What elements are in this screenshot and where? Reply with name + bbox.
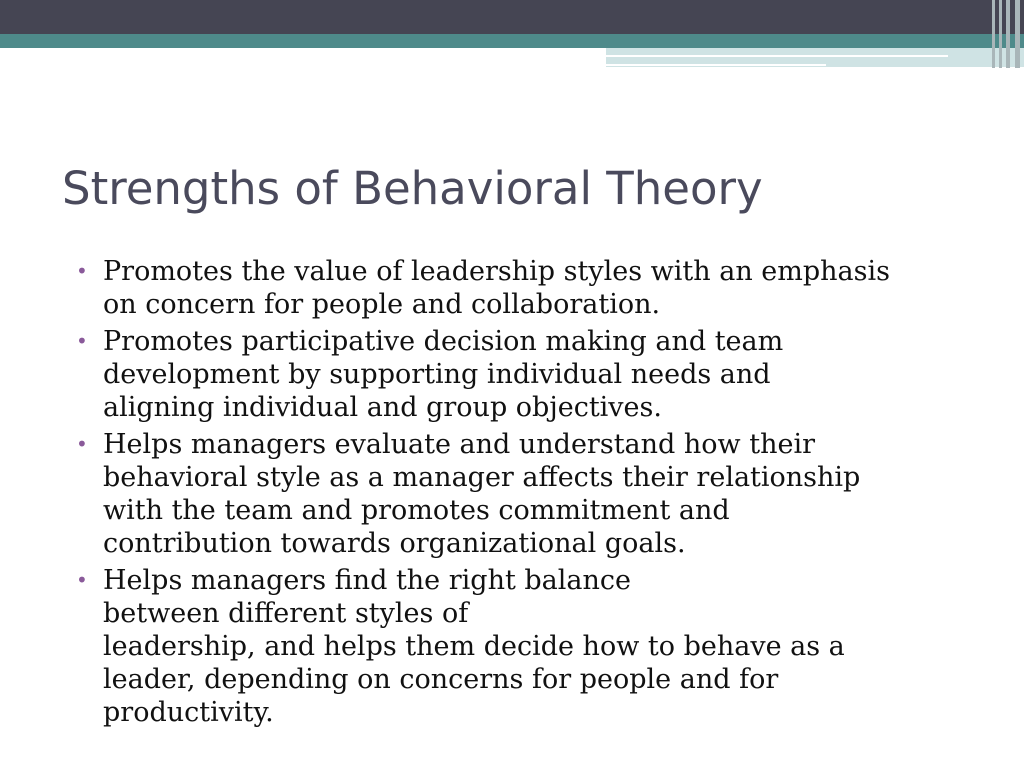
- slide-title: Strengths of Behavioral Theory: [62, 162, 763, 215]
- bullet-text-line: contribution towards organizational goals.: [103, 528, 686, 559]
- bullet-text-line: leadership, and helps them decide how to behave as a: [103, 631, 845, 662]
- bullet-item: [76, 428, 976, 560]
- bullet-text-line: Promotes the value of leadership styles with an emphasis: [103, 256, 890, 287]
- bullet-marker: •: [76, 568, 88, 592]
- bullet-marker: •: [76, 432, 88, 456]
- bullet-marker: •: [76, 259, 88, 283]
- bullet-text-line: leader, depending on concerns for people and for: [103, 664, 779, 695]
- bullet-item: [76, 325, 976, 424]
- bullet-text-line: on concern for people and collaboration.: [103, 289, 661, 320]
- bullet-text-line: Helps managers evaluate and understand how their: [103, 429, 815, 460]
- bullet-text-line: development by supporting individual needs and: [103, 359, 771, 390]
- bullet-text-line: Helps managers find the right balance: [103, 565, 631, 596]
- bullet-text-line: aligning individual and group objectives.: [103, 392, 662, 423]
- bullet-text-line: Promotes participative decision making and team: [103, 326, 784, 357]
- header-accent-line: [606, 64, 826, 66]
- header-dark-band: [0, 0, 1024, 34]
- bullet-text-line: productivity.: [103, 697, 274, 728]
- header-teal-band: [0, 34, 1024, 48]
- header-stripes: [990, 0, 1024, 68]
- bullet-item: [76, 564, 976, 729]
- bullet-text-line: between different styles of: [103, 598, 469, 629]
- bullet-text-line: with the team and promotes commitment and: [103, 495, 730, 526]
- bullet-item: [76, 255, 976, 321]
- header-accent-line: [606, 55, 948, 57]
- bullet-list: [76, 255, 976, 733]
- bullet-text-line: behavioral style as a manager affects their relationship: [103, 462, 861, 493]
- bullet-marker: •: [76, 329, 88, 353]
